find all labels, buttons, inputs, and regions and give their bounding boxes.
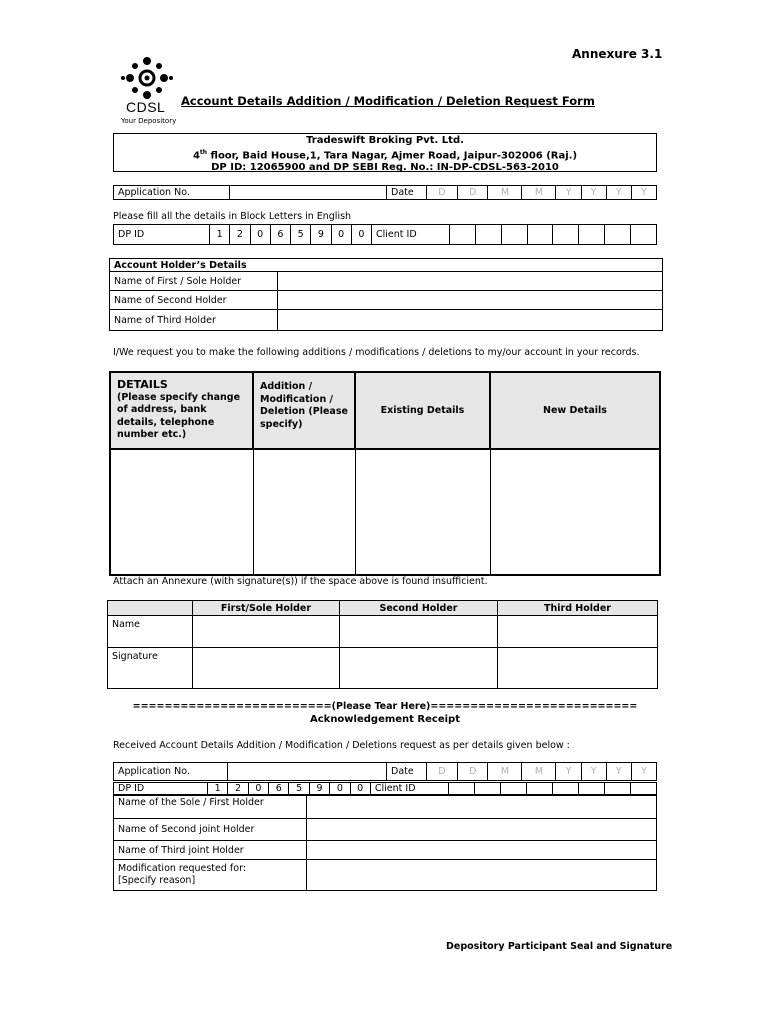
new-details-field[interactable] — [490, 449, 660, 575]
client-id-cell[interactable] — [579, 225, 605, 245]
ack-date-cell[interactable]: M — [522, 763, 556, 781]
dp-digit: 5 — [291, 225, 311, 245]
name-row-label: Name — [108, 616, 193, 648]
dp-registration: DP ID: 12065900 and DP SEBI Reg. No.: IN-DP-CDSL-563-2010 — [211, 162, 559, 174]
ack-client-id-cell[interactable] — [448, 783, 474, 795]
date-cell[interactable]: Y — [631, 186, 656, 200]
client-id-cell[interactable] — [450, 225, 476, 245]
ack-client-id-label: Client ID — [370, 783, 448, 795]
ack-date-label: Date — [387, 763, 427, 781]
date-cell[interactable]: Y — [606, 186, 631, 200]
third-holder-signature-field[interactable] — [498, 648, 658, 689]
dp-digit: 2 — [230, 225, 250, 245]
ack-second-holder-field[interactable] — [307, 819, 657, 841]
existing-details-header: Existing Details — [355, 372, 490, 449]
ack-first-holder-label: Name of the Sole / First Holder — [114, 796, 307, 819]
ack-third-holder-field[interactable] — [307, 841, 657, 860]
ack-client-id-cell[interactable] — [604, 783, 630, 795]
client-id-cell[interactable] — [501, 225, 527, 245]
ack-application-no-label: Application No. — [114, 763, 228, 781]
ack-second-holder-label: Name of Second joint Holder — [114, 819, 307, 841]
application-no-label: Application No. — [114, 186, 230, 200]
details-header — [110, 372, 253, 449]
acknowledgement-text: Received Account Details Addition / Modification / Deletions request as per details given below : — [113, 740, 570, 751]
application-row — [113, 185, 657, 200]
dp-digit: 1 — [210, 225, 230, 245]
cdsl-logo-icon — [118, 55, 176, 101]
ack-client-id-cell[interactable] — [500, 783, 526, 795]
third-holder-label: Name of Third Holder — [110, 310, 278, 331]
date-cell[interactable]: M — [522, 186, 556, 200]
ack-dp-digit: 2 — [228, 783, 248, 795]
third-holder-name-field[interactable] — [498, 616, 658, 648]
dp-digit: 0 — [331, 225, 351, 245]
ack-client-id-cell[interactable] — [578, 783, 604, 795]
company-box — [113, 133, 657, 172]
first-holder-name-field[interactable] — [193, 616, 340, 648]
details-table — [109, 371, 661, 576]
acknowledgement-title: Acknowledgement Receipt — [310, 714, 460, 725]
annexure-label: Annexure 3.1 — [572, 47, 663, 61]
dp-seal-signature: Depository Participant Seal and Signature — [446, 941, 673, 952]
ack-date-cell[interactable]: Y — [606, 763, 631, 781]
dp-id-label: DP ID — [114, 225, 210, 245]
second-holder-name-field[interactable] — [340, 616, 498, 648]
date-cell[interactable]: Y — [581, 186, 606, 200]
client-id-cell[interactable] — [605, 225, 631, 245]
ack-dp-digit: 1 — [208, 783, 228, 795]
request-text: I/We request you to make the following additions / modifications / deletions to my/our account in your records. — [113, 347, 640, 358]
account-holders-table — [109, 258, 663, 331]
dp-digit: 0 — [250, 225, 270, 245]
details-header-sub: (Please specify change of address, bank details, telephone number etc.) — [117, 391, 241, 440]
company-address: 4th floor, Baid House,1, Tara Nagar, Ajmer Road, Jaipur-302006 (Raj.) — [192, 149, 578, 162]
ack-modification-title: Modification requested for: — [118, 862, 247, 874]
ack-dp-id-label: DP ID — [114, 783, 208, 795]
ack-date-cell[interactable]: Y — [556, 763, 581, 781]
ack-dp-id-row — [113, 782, 657, 795]
date-cell[interactable]: Y — [556, 186, 581, 200]
dp-id-row — [113, 224, 657, 245]
ack-application-no-field[interactable] — [228, 763, 387, 781]
cdsl-logo — [118, 55, 176, 127]
date-cell[interactable]: D — [457, 186, 488, 200]
ack-application-row — [113, 762, 657, 781]
date-label: Date — [387, 186, 427, 200]
ack-date-cell[interactable]: Y — [631, 763, 656, 781]
ack-first-holder-field[interactable] — [307, 796, 657, 819]
signature-row-label: Signature — [108, 648, 193, 689]
signature-table — [107, 600, 658, 689]
application-no-field[interactable] — [230, 186, 387, 200]
account-holders-title: Account Holder’s Details — [110, 259, 663, 272]
ack-date-cell[interactable]: D — [457, 763, 488, 781]
client-id-label: Client ID — [372, 225, 450, 245]
ack-dp-digit: 5 — [289, 783, 309, 795]
second-holder-field[interactable] — [278, 291, 663, 310]
second-holder-signature-field[interactable] — [340, 648, 498, 689]
ack-dp-digit: 0 — [330, 783, 350, 795]
form-title: Account Details Addition / Modification / Deletion Request Form — [181, 94, 595, 108]
ack-dp-digit: 0 — [350, 783, 370, 795]
ack-date-cell[interactable]: D — [427, 763, 458, 781]
date-cell[interactable]: M — [488, 186, 522, 200]
date-cell[interactable]: D — [427, 186, 458, 200]
action-field[interactable] — [253, 449, 355, 575]
client-id-cell[interactable] — [527, 225, 553, 245]
client-id-cell[interactable] — [553, 225, 579, 245]
details-field[interactable] — [110, 449, 253, 575]
ack-client-id-cell[interactable] — [474, 783, 500, 795]
ack-third-holder-label: Name of Third joint Holder — [114, 841, 307, 860]
dp-digit: 6 — [270, 225, 290, 245]
existing-details-field[interactable] — [355, 449, 490, 575]
logo-tagline: Your Depository — [121, 117, 177, 125]
sign-corner — [108, 601, 193, 616]
ack-date-cell[interactable]: M — [488, 763, 522, 781]
ack-modification-field[interactable] — [307, 860, 657, 891]
ack-dp-digit: 0 — [248, 783, 268, 795]
ack-dp-digit: 9 — [309, 783, 329, 795]
new-details-header: New Details — [490, 372, 660, 449]
ack-client-id-cell[interactable] — [630, 783, 656, 795]
third-holder-header: Third Holder — [498, 601, 658, 616]
first-holder-header: First/Sole Holder — [193, 601, 340, 616]
first-holder-label: Name of First / Sole Holder — [110, 272, 278, 291]
ack-date-cell[interactable]: Y — [581, 763, 606, 781]
details-header-title: DETAILS — [117, 378, 168, 391]
ack-dp-digit: 6 — [269, 783, 289, 795]
third-holder-field[interactable] — [278, 310, 663, 331]
ack-modification-label — [114, 860, 307, 891]
company-name: Tradeswift Broking Pvt. Ltd. — [306, 135, 464, 146]
second-holder-header: Second Holder — [340, 601, 498, 616]
action-header: Addition / Modification / Deletion (Please specify) — [253, 372, 355, 449]
first-holder-field[interactable] — [278, 272, 663, 291]
ack-details-table — [113, 795, 657, 891]
logo-name: CDSL — [126, 99, 166, 115]
dp-digit: 9 — [311, 225, 331, 245]
attach-note: Attach an Annexure (with signature(s)) if the space above is found insufficient. — [113, 576, 488, 587]
block-letters-instruction: Please fill all the details in Block Letters in English — [113, 211, 352, 222]
client-id-cell[interactable] — [475, 225, 501, 245]
first-holder-signature-field[interactable] — [193, 648, 340, 689]
ack-client-id-cell[interactable] — [552, 783, 578, 795]
ack-modification-reason: [Specify reason] — [118, 875, 196, 886]
second-holder-label: Name of Second Holder — [110, 291, 278, 310]
dp-digit: 0 — [351, 225, 371, 245]
client-id-cell[interactable] — [631, 225, 657, 245]
ack-client-id-cell[interactable] — [526, 783, 552, 795]
tear-line: =========================(Please Tear Here)========================== — [132, 701, 638, 712]
